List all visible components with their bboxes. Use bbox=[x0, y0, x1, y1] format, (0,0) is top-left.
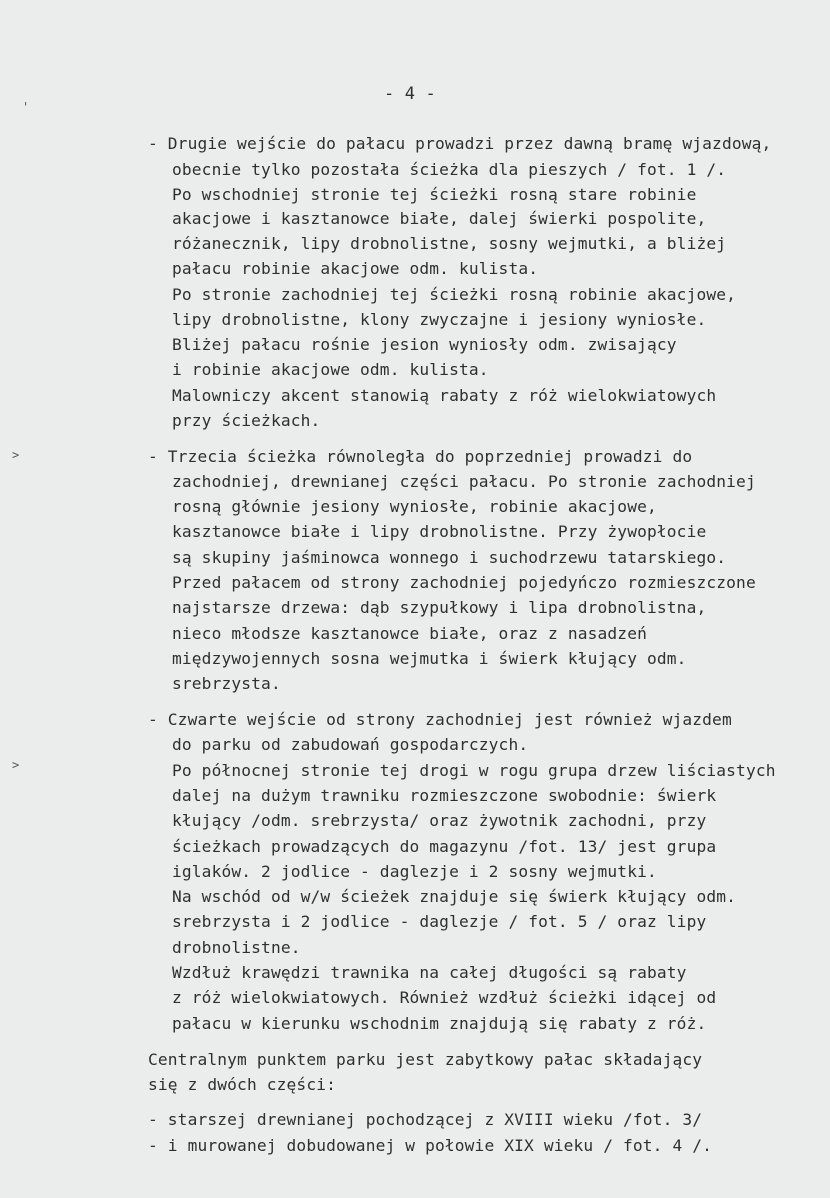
text-line: do parku od zabudowań gospodarczych. bbox=[172, 735, 529, 754]
text-line: i robinie akacjowe odm. kulista. bbox=[172, 360, 489, 379]
text-line: - Drugie wejście do pałacu prowadzi przez dawną bramę wjazdową, bbox=[148, 134, 772, 153]
text-line: Wzdłuż krawędzi trawnika na całej długości są rabaty bbox=[172, 963, 687, 982]
text-line: - Czwarte wejście od strony zachodniej jest również wjazdem bbox=[148, 710, 732, 729]
text-line: Centralnym punktem parku jest zabytkowy pałac składający bbox=[148, 1050, 703, 1069]
text-line: srebrzysta i 2 jodlice - daglezje / fot. 5 / oraz lipy bbox=[172, 912, 707, 931]
text-line: srebrzysta. bbox=[172, 674, 281, 693]
text-line: - starszej drewnianej pochodzącej z XVIII wieku /fot. 3/ bbox=[148, 1110, 703, 1129]
text-line: międzywojennych sosna wejmutka i świerk kłujący odm. bbox=[172, 649, 687, 668]
margin-mark: > bbox=[12, 448, 20, 462]
text-line: kasztanowce białe i lipy drobnolistne. Przy żywopłocie bbox=[172, 522, 707, 541]
text-line: Malowniczy akcent stanowią rabaty z róż wielokwiatowych bbox=[172, 386, 717, 405]
text-line: pałacu w kierunku wschodnim znajdują się rabaty z róż. bbox=[172, 1014, 707, 1033]
margin-mark: ' bbox=[22, 100, 30, 114]
text-line: zachodniej, drewnianej części pałacu. Po stronie zachodniej bbox=[172, 472, 756, 491]
text-line: kłujący /odm. srebrzysta/ oraz żywotnik zachodni, przy bbox=[172, 811, 707, 830]
text-line: się z dwóch części: bbox=[148, 1075, 337, 1094]
text-line: akacjowe i kasztanowce białe, dalej świerki pospolite, bbox=[172, 209, 707, 228]
page-number: - 4 - bbox=[384, 84, 436, 104]
text-line: Na wschód od w/w ścieżek znajduje się świerk kłujący odm. bbox=[172, 887, 737, 906]
margin-mark: > bbox=[12, 758, 20, 772]
text-line: obecnie tylko pozostała ścieżka dla pieszych / fot. 1 /. bbox=[172, 160, 727, 179]
text-line: przy ścieżkach. bbox=[172, 411, 321, 430]
text-line: pałacu robinie akacjowe odm. kulista. bbox=[172, 259, 539, 278]
text-line: Po wschodniej stronie tej ścieżki rosną stare robinie bbox=[172, 185, 697, 204]
text-line: - i murowanej dobudowanej w połowie XIX wieku / fot. 4 /. bbox=[148, 1136, 713, 1155]
text-line: najstarsze drzewa: dąb szypułkowy i lipa drobnolistna, bbox=[172, 598, 707, 617]
text-line: nieco młodsze kasztanowce białe, oraz z nasadzeń bbox=[172, 624, 647, 643]
text-line: - Trzecia ścieżka równoległa do poprzedniej prowadzi do bbox=[148, 447, 693, 466]
text-line: z róż wielokwiatowych. Również wzdłuż ścieżki idącej od bbox=[172, 988, 717, 1007]
text-line: ścieżkach prowadzących do magazynu /fot. 13/ jest grupa bbox=[172, 837, 717, 856]
text-line: różanecznik, lipy drobnolistne, sosny wejmutki, a bliżej bbox=[172, 234, 727, 253]
text-line: iglaków. 2 jodlice - daglezje i 2 sosny wejmutki. bbox=[172, 862, 657, 881]
text-line: są skupiny jaśminowca wonnego i suchodrzewu tatarskiego. bbox=[172, 548, 727, 567]
text-line: rosną głównie jesiony wyniosłe, robinie akacjowe, bbox=[172, 497, 657, 516]
text-line: Bliżej pałacu rośnie jesion wyniosły odm. zwisający bbox=[172, 335, 677, 354]
text-line: Po północnej stronie tej drogi w rogu grupa drzew liściastych bbox=[172, 761, 776, 780]
text-line: drobnolistne. bbox=[172, 938, 301, 957]
text-line: Przed pałacem od strony zachodniej pojedyńczo rozmieszczone bbox=[172, 573, 756, 592]
text-line: lipy drobnolistne, klony zwyczajne i jesiony wyniosłe. bbox=[172, 310, 707, 329]
text-line: Po stronie zachodniej tej ścieżki rosną robinie akacjowe, bbox=[172, 285, 737, 304]
text-line: dalej na dużym trawniku rozmieszczone swobodnie: świerk bbox=[172, 786, 717, 805]
